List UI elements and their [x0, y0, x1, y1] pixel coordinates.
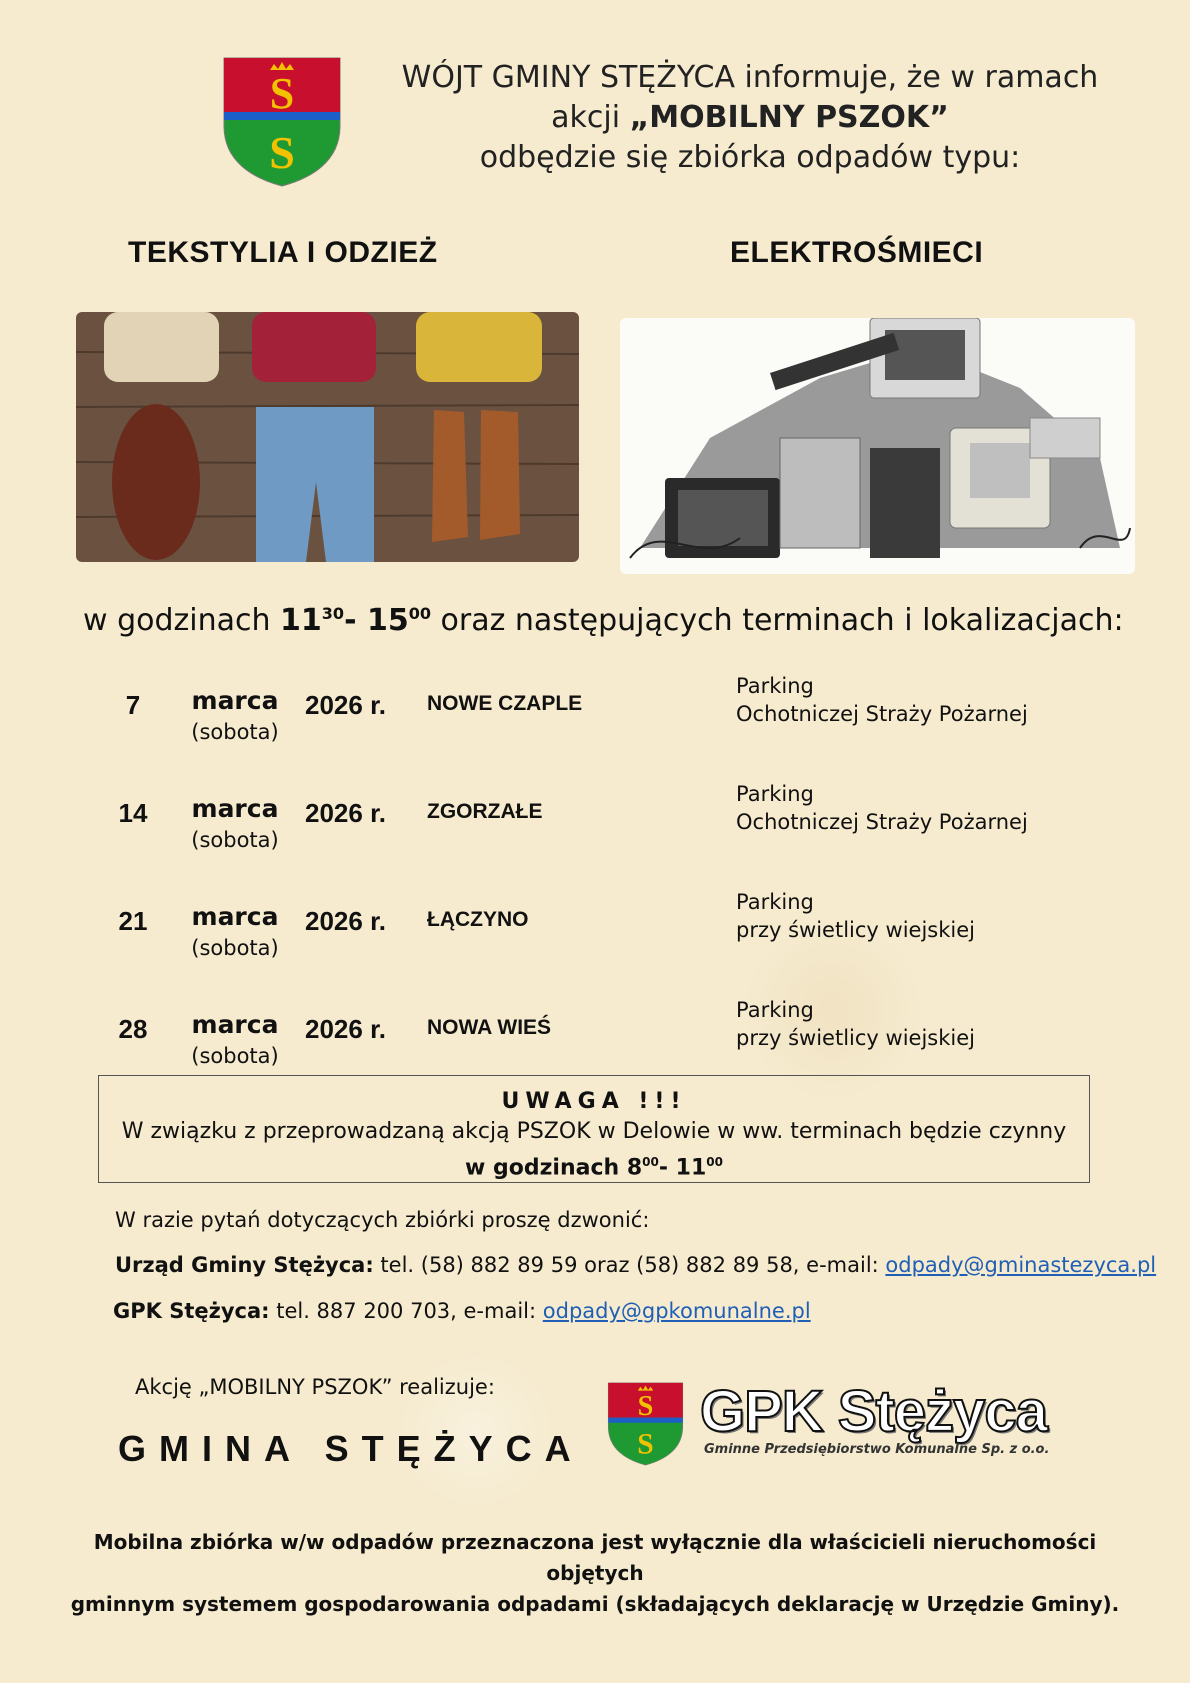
- end-minutes: 00: [408, 604, 431, 623]
- red-sweater: [252, 312, 376, 382]
- header-line-1: WÓJT GMINY STĘŻYCA informuje, że w ramach: [401, 60, 1099, 95]
- schedule-title-suffix: oraz następujących terminach i lokalizacjach:: [430, 603, 1124, 638]
- category-textiles: TEKSTYLIA I ODZIEŻ: [128, 236, 438, 269]
- day: 14: [118, 798, 148, 828]
- notice-min-2: 00: [706, 1155, 723, 1169]
- notice-hours-prefix: w godzinach: [465, 1155, 627, 1181]
- schedule-row: [0, 674, 1190, 772]
- year: 2026 r.: [305, 798, 386, 828]
- notice-hour-1: 8: [626, 1155, 643, 1181]
- notice-dash: -: [658, 1155, 676, 1181]
- header-line-2-prefix: akcji: [551, 100, 630, 135]
- location-line-2: Ochotniczej Straży Pożarnej: [736, 702, 1028, 726]
- contact-gpk-label: GPK Stężyca:: [113, 1299, 270, 1323]
- weekday: (sobota): [191, 1044, 279, 1068]
- gmina-crest-icon: [222, 56, 342, 188]
- clothing-photo: [76, 312, 579, 562]
- end-hour: 15: [366, 603, 409, 638]
- electronics-photo: [620, 318, 1135, 574]
- contact-gpk-text: tel. 887 200 703, e-mail:: [269, 1299, 543, 1323]
- location-line-1: Parking: [736, 998, 814, 1022]
- email-link-gpk[interactable]: odpady@gpkomunalne.pl: [542, 1299, 811, 1323]
- place: ŁĄCZYNO: [427, 908, 529, 931]
- schedule-title: [83, 603, 1124, 638]
- organizer-intro: Akcję „MOBILNY PSZOK” realizuje:: [135, 1375, 495, 1399]
- boot-right: [480, 410, 520, 540]
- location-line-2: Ochotniczej Straży Pożarnej: [736, 810, 1028, 834]
- email-link-gmina[interactable]: odpady@gminastezyca.pl: [885, 1253, 1157, 1277]
- footer-line-2: gminnym systemem gospodarowania odpadami (składających deklarację w Urzędzie Gminy).: [70, 1592, 1120, 1616]
- notice-title: UWAGA !!!: [501, 1089, 687, 1114]
- gpk-logo-text: GPK Stężyca: [700, 1379, 1047, 1444]
- location-line-2: przy świetlicy wiejskiej: [736, 1026, 975, 1050]
- beige-sweater: [104, 312, 219, 382]
- day: 7: [125, 690, 141, 720]
- notice-body: W związku z przeprowadzaną akcją PSZOK w Delowie w ww. terminach będzie czynny: [121, 1119, 1067, 1144]
- location-line-2: przy świetlicy wiejskiej: [736, 918, 975, 942]
- year: 2026 r.: [305, 906, 386, 936]
- place: NOWA WIEŚ: [427, 1016, 552, 1039]
- notice-hours: [99, 1147, 1089, 1183]
- contact-intro: W razie pytań dotyczących zbiórki proszę dzwonić:: [115, 1208, 650, 1232]
- month: marca: [191, 686, 279, 715]
- day: 28: [118, 1014, 148, 1044]
- schedule-row: [0, 782, 1190, 880]
- weekday: (sobota): [191, 828, 279, 852]
- svg-text:S: S: [269, 127, 295, 178]
- gpk-logo-subtitle: Gminne Przedsiębiorstwo Komunalne Sp. z o.o.: [704, 1442, 1050, 1457]
- notice-min-1: 00: [642, 1155, 659, 1169]
- contact-ug-label: Urząd Gminy Stężyca:: [115, 1253, 374, 1277]
- header-line-2: [360, 98, 1140, 138]
- start-hour: 11: [280, 603, 322, 638]
- schedule-title-prefix: w godzinach: [83, 603, 281, 638]
- header-text: [360, 58, 1140, 178]
- time-dash: -: [344, 603, 367, 638]
- start-minutes: 30: [321, 604, 345, 623]
- contact-gpk: [113, 1299, 811, 1323]
- svg-text:S: S: [637, 1428, 654, 1461]
- month: marca: [191, 902, 279, 931]
- gpk-crest-icon: [607, 1381, 684, 1467]
- svg-text:S: S: [269, 69, 295, 118]
- year: 2026 r.: [305, 1014, 386, 1044]
- schedule-row: [0, 890, 1190, 988]
- location-line-1: Parking: [736, 674, 814, 698]
- contact-ug: [115, 1253, 1156, 1277]
- location-line-1: Parking: [736, 782, 814, 806]
- footer-note: [60, 1527, 1130, 1620]
- header-line-3: odbędzie się zbiórka odpadów typu:: [479, 140, 1021, 175]
- location-line-1: Parking: [736, 890, 814, 914]
- notice-box: [98, 1075, 1090, 1183]
- month: marca: [191, 1010, 279, 1039]
- yellow-sweater: [416, 312, 542, 382]
- place: NOWE CZAPLE: [427, 692, 583, 715]
- notice-hour-2: 11: [675, 1155, 707, 1181]
- svg-text:S: S: [637, 1391, 654, 1423]
- contact-ug-text: tel. (58) 882 89 59 oraz (58) 882 89 58, e-mail:: [373, 1253, 886, 1277]
- footer-line-1: Mobilna zbiórka w/w odpadów przeznaczona jest wyłącznie dla właścicieli nieruchomości objętych: [93, 1530, 1097, 1585]
- year: 2026 r.: [305, 690, 386, 720]
- day: 21: [118, 906, 148, 936]
- weekday: (sobota): [191, 936, 279, 960]
- boot-left: [432, 410, 468, 542]
- action-name: „MOBILNY PSZOK”: [629, 100, 949, 135]
- category-electronics: ELEKTROŚMIECI: [730, 236, 984, 269]
- weekday: (sobota): [191, 720, 279, 744]
- month: marca: [191, 794, 279, 823]
- organizer-name: GMINA STĘŻYCA: [118, 1428, 584, 1469]
- leather-wallet: [112, 404, 200, 560]
- place: ZGORZAŁE: [427, 800, 543, 823]
